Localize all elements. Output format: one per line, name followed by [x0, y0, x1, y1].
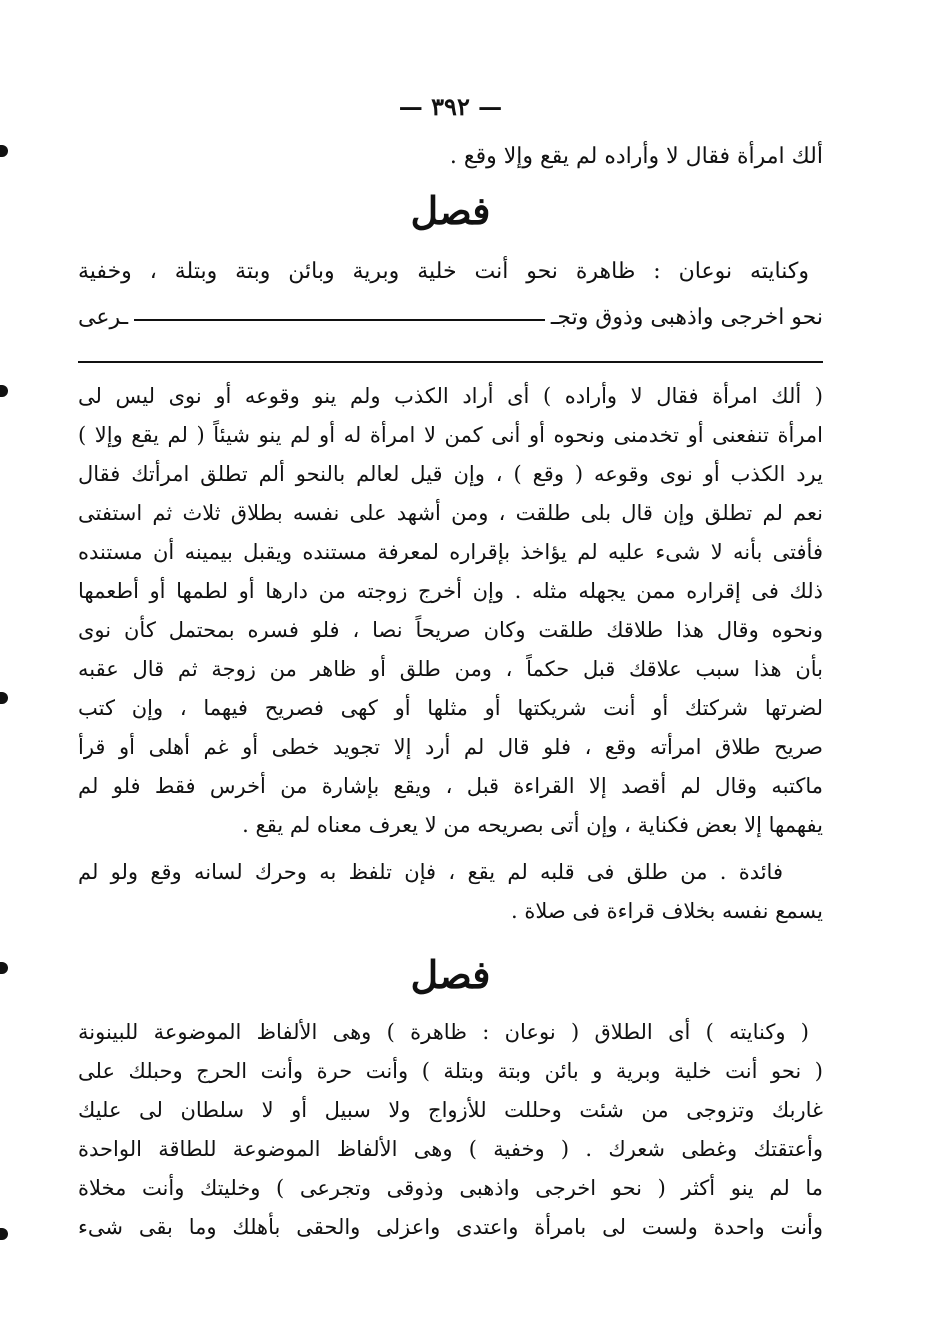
- binding-mark: [0, 962, 8, 974]
- commentary-line: ( ألك امرأة فقال لا وأراده ) أى أراد الكذب ولم ينو وقوعه أو نوى ليس لى: [78, 384, 823, 408]
- commentary-line: ما لم ينو أكثر ( نحو اخرجى واذهبى وذوقى وتجرعى ) وخليتك وأنت مخلاة: [78, 1176, 823, 1200]
- binding-mark: [0, 1228, 8, 1240]
- commentary-line: ( نحو أنت خلية وبرية و بائن وبتة وبتلة ) وأنت حرة وأنت الحرج وحبلك على: [78, 1059, 823, 1083]
- faida-line: فائدة . من طلق فى قلبه لم يقع ، فإن تلفظ به وحرك لسانه وقع ولو لم: [78, 860, 783, 884]
- commentary-line: لضرتها شركتك أو أنت شريكتها أو مثلها أو كهى فصريح فيهما ، وإن كتب: [78, 696, 823, 720]
- intro-line: ألك امرأة فقال لا وأراده لم يقع وإلا وقع .: [449, 144, 823, 169]
- matn-line-right: نحو اخرجى واذهبى وذوق وتجـ: [550, 305, 823, 330]
- commentary-line: يرد الكذب أو نوى وقوعه ( وقع ) ، وإن قيل لعالم بالنحو ألم تطلق امرأتك فقال: [78, 462, 823, 486]
- commentary-text-2: [78, 1013, 823, 1247]
- commentary-line: نعم لم تطلق وإن قال بلى طلقت ، ومن أشهد على نفسه بطلاق ثلاث ثم استفتى: [78, 501, 823, 525]
- matn-line-last: [78, 295, 823, 341]
- book-page: [78, 92, 823, 1247]
- binding-mark: [0, 145, 8, 157]
- commentary-line: وأنت واحدة ولست لى بامرأة واعتدى واعزلى والحقى بأهلك وما بقى شىء: [78, 1215, 823, 1239]
- binding-mark: [0, 692, 8, 704]
- commentary-line: ( وكنايته ) أى الطلاق ( نوعان : ظاهرة ) وهى الألفاظ الموضوعة للبينونة: [78, 1020, 809, 1044]
- commentary-line: صريح طلاق امرأته وقع ، فلو قال لم أرد إلا تجويد خطى أو غم أهلى أو قرأ: [78, 735, 823, 759]
- commentary-line: يفهمها إلا بعض فكناية ، وإن أتى بصريحه من لا يعرف معناه لم يقع .: [242, 813, 823, 837]
- commentary-line: غاربك وتزوجى من شئت وحللت للأزواج ولا سبيل أو لا سلطان لى عليك: [78, 1098, 823, 1122]
- commentary-line: امرأة تنفعنى أو تخدمنى ونحوه أو أنى كمن لا امرأة له أو لم ينو شيئاً ( لم يقع وإلا ): [78, 423, 823, 447]
- section-heading: فصل: [410, 952, 491, 997]
- separator-rule: [78, 361, 823, 363]
- section-heading: فصل: [410, 188, 491, 233]
- faida-line: يسمع نفسه بخلاف قراءة فى صلاة .: [510, 899, 823, 923]
- faida-note: [78, 853, 823, 931]
- commentary-line: فأفتى بأنه لا شىء عليه لم يؤاخذ بإقراره لمعرفة مستنده ويقبل بيمينه أن مستنده: [78, 540, 823, 564]
- matn-text: [78, 249, 823, 341]
- commentary-line: ماكتبه وقال لم أقصد إلا القراءة قبل ، ويقع بإشارة من أخرس فقط فلو لم: [78, 774, 823, 798]
- commentary-line: ونحوه وقال هذا طلاقك طلقت وكان صريحاً نصا ، فلو فسره بمحتمل كأن نوى: [78, 618, 823, 642]
- binding-mark: [0, 385, 8, 397]
- matn-line-left: ـرعى: [78, 305, 129, 330]
- page-number: — ٣٩٢ —: [398, 92, 503, 121]
- commentary-text: [78, 377, 823, 845]
- commentary-line: ذلك فى إقراره ممن يجهله مثله . وإن أخرج زوجته من دارها أو لطمها أو أطعمها: [78, 579, 823, 603]
- commentary-line: وأعتقتك وغطى شعرك . ( وخفية ) وهى الألفاظ الموضوعة للطاقة الواحدة: [78, 1137, 823, 1161]
- matn-line: وكنايته نوعان : ظاهرة نحو أنت خلية وبرية وبائن وبتة وبتلة ، وخفية: [78, 259, 809, 284]
- commentary-line: بأن هذا سبب علاقك قبل حكماً ، ومن طلق أو ظاهر من زوجة ثم قال عقبه: [78, 657, 823, 681]
- kashida-line: [134, 319, 545, 321]
